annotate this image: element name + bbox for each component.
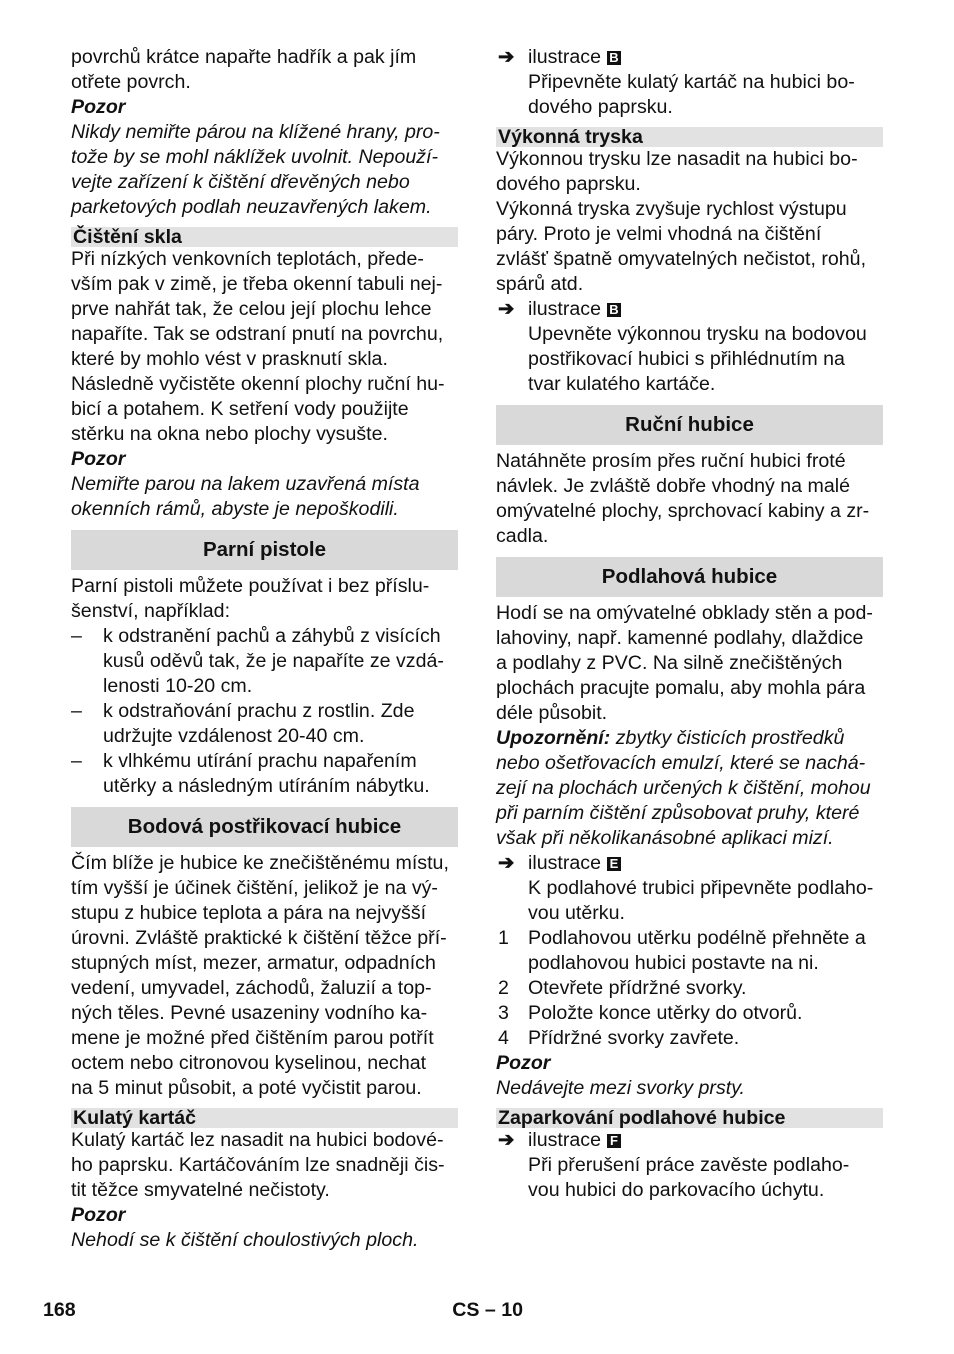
figure-letter-badge: F [607,1134,621,1148]
subheading-round-brush: Kulatý kartáč [71,1108,458,1128]
brush-text: Kulatý kartáč lez nasadit na hubici bodové- ho paprsku. Kartáčováním lze snadněji čis- tit těžce smyvatelné nečistoty. [71,1129,445,1201]
intro-text [71,45,458,95]
subheading-parking: Zaparkování podlahové hubice [496,1108,883,1128]
arrow-icon: ➔ [498,852,515,874]
nozzle-text: Čím blíže je hubice ke znečištěnému místu, tím vyšší je účinek čištění, jelikož je na vý- stupu z hubice teplota a pára na nejvyšší úrovni. Zvláště praktické k čištění těžce pří- stupných míst, mezer, armatur, odpadních vedení, umyvadel, záchodů, žaluzií a top- ných těles. Pevné usazeniny vodního ka- mene je možné před čištěním parou potřít octem nebo citronovou kyselinou, nechat na 5 minut působit, a poté vyčistit parou. [71,852,449,1099]
illustration-ref: ➔ ilustrace B Připevněte kulatý kartáč na hubici bo- dového paprsku. [498,46,855,118]
step-item: 4 Přídržné svorky zavřete. [498,1027,740,1049]
intro-line: otřete povrch. [71,71,191,93]
pistol-text: Parní pistoli můžete používat i bez příslu- šenství, například: [71,575,430,622]
glass-text: Při nízkých venkovních teplotách, přede- vším pak v zimě, je třeba okenní tabuli nej- prve nahřát tak, že celou její plochu lehce napaříte. Tak se odstraní pnutí na povrchu, které by mohlo vést v prasknutí skla. Následně vyčistěte okenní plochy ruční hu- bicí a potahem. K setření vody použijte stěrku na okna nebo plochy vysušte. [71,248,445,445]
list-item: – k vlhkému utírání prachu napařením utěrky a následným utíráním nábytku. [71,750,430,797]
caution-text: Nedávejte mezi svorky prsty. [496,1077,745,1099]
subheading-glass: Čištění skla [71,227,458,247]
arrow-icon: ➔ [498,298,515,320]
illustration-ref: ➔ ilustrace F Při přerušení práce zavěste podlaho- vou hubici do parkovacího úchytu. [498,1129,850,1201]
right-column [496,45,883,1203]
figure-letter-badge: B [607,303,621,317]
caution-label: Pozor [496,1052,551,1074]
subheading-power-nozzle: Výkonná tryska [496,127,883,147]
heading-spot-nozzle: Bodová postřikovací hubice [71,807,458,847]
caution-text: Nemiřte parou na lakem uzavřená místa okenních rámů, abyste je nepoškodili. [71,473,420,520]
step-item: 3 Položte konce utěrky do otvorů. [498,1002,803,1024]
note-text: Upozornění: zbytky čisticích prostředků nebo ošetřovacích emulzí, které se nachá- zejí na plochách určených k čištění, mohou při parním čištění způsobovat pruhy, které však při několikanásobné aplikaci mizí. [496,727,871,849]
caution-text: Nehodí se k čištění choulostivých ploch. [71,1229,419,1251]
arrow-icon: ➔ [498,46,515,68]
note-label: Upozornění: [496,727,611,749]
heading-hand-nozzle: Ruční hubice [496,405,883,445]
heading-floor-nozzle: Podlahová hubice [496,557,883,597]
document-reference: CS – 10 [452,1299,523,1321]
hand-text: Natáhněte prosím přes ruční hubici froté návlek. Je zvláště dobře vhodný na malé omývatelné plochy, sprchovací kabiny a zr- cadla. [496,450,870,547]
floor-text: Hodí se na omývatelné obklady stěn a pod- lahoviny, např. kamenné podlahy, dlaždice a podlahy z PVC. Na silně znečištěných plochách pracujte pomalu, aby mohla pára déle působit. [496,602,873,724]
list-item: – k odstraňování prachu z rostlin. Zde udržujte vzdálenost 20-40 cm. [71,700,415,747]
arrow-icon: ➔ [498,1129,515,1151]
illustration-ref: ➔ ilustrace E K podlahové trubici připevněte podlaho- vou utěrku. [498,852,874,924]
figure-letter-badge: B [607,51,621,65]
figure-letter-badge: E [607,857,621,871]
heading-steam-pistol: Parní pistole [71,530,458,570]
caution-label: Pozor [71,96,126,118]
left-column [71,45,458,1253]
caution-text: Nikdy nemiřte párou na klížené hrany, pro- tože by se mohl náklížek uvolnit. Nepouží- vejte zařízení k čištění dřevěných nebo parketových podlah neuzavřených lakem. [71,121,440,218]
step-item: 1 Podlahovou utěrku podélně přehněte a podlahovou hubici postavte na ni. [498,927,866,974]
illustration-ref: ➔ ilustrace B Upevněte výkonnou trysku na bodovou postřikovací hubici s přihlédnutím na tvar kulatého kartáče. [498,298,867,395]
list-item: – k odstranění pachů a záhybů z visících kusů oděvů tak, že je napaříte ze vzdá- lenosti 10-20 cm. [71,625,444,697]
step-item: 2 Otevřete přídržné svorky. [498,977,747,999]
caution-label: Pozor [71,448,126,470]
page-number: 168 [43,1299,76,1321]
caution-label: Pozor [71,1204,126,1226]
power-text: Výkonnou trysku lze nasadit na hubici bo- dového paprsku. Výkonná tryska zvyšuje rychlost výstupu páry. Proto je velmi vhodná na čištění zvlášť špatně omyvatelných nečistot, rohů, spárů atd. [496,148,867,295]
intro-line: povrchů krátce napařte hadřík a pak jím [71,46,417,68]
